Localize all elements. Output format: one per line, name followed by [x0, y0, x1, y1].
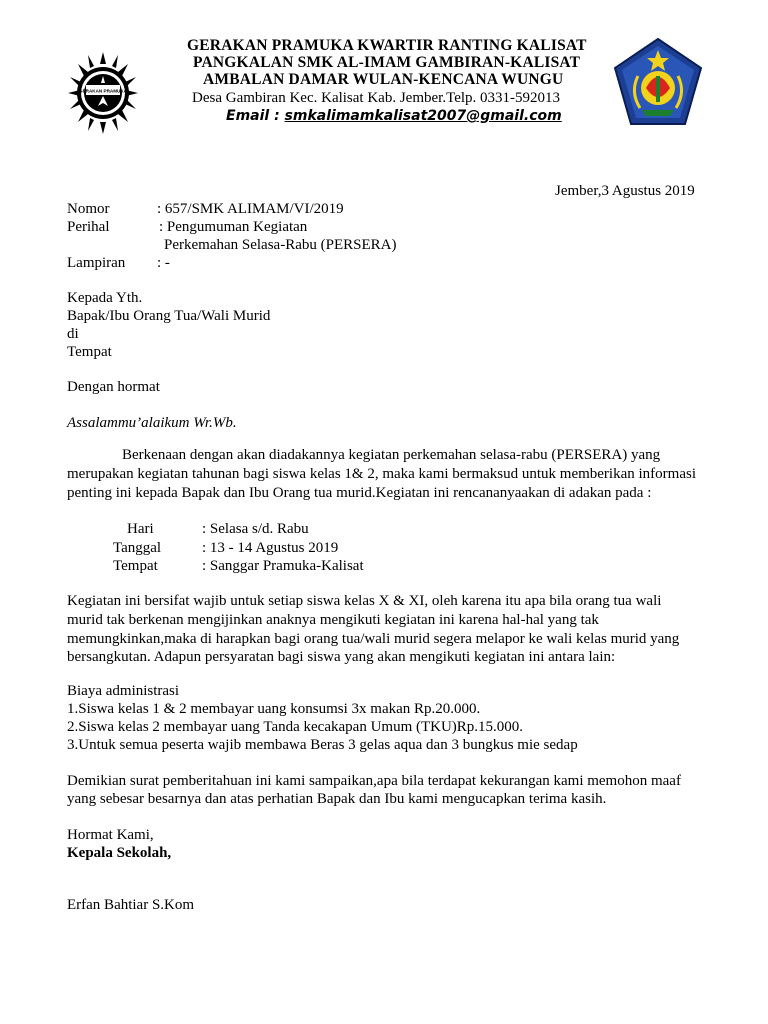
schedule-value: : Sanggar Pramuka-Kalisat	[202, 558, 364, 574]
lampiran-label: Lampiran	[67, 255, 126, 271]
paragraph-2-line-2: murid tak berkenan mengijinkan anaknya mengikuti kegiatan ini karena hal-hal yang tak	[67, 612, 599, 628]
greeting: Dengan hormat	[67, 379, 160, 395]
salam: Assalammu’alaikum Wr.Wb.	[67, 415, 237, 431]
requirements-title: Biaya administrasi	[67, 683, 180, 699]
requirement-item-3: 3.Untuk semua peserta wajib membawa Beras 3 gelas aqua dan 3 bungkus mie sedap	[67, 737, 578, 753]
closing-line-1: Demikian surat pemberitahuan ini kami sampaikan,apa bila terdapat kekurangan kami memohon maaf	[67, 773, 681, 789]
left-logo-text: GERAKAN PRAMUKA	[79, 88, 127, 94]
requirement-item-2: 2.Siswa kelas 2 membayar uang Tanda kecakapan Umum (TKU)Rp.15.000.	[67, 719, 524, 735]
paragraph-2-line-4: bersangkutan. Adapun persyaratan bagi siswa yang akan mengikuti kegiatan ini antara lain:	[67, 649, 616, 665]
paragraph-2-line-3: memungkinkan,maka di harapkan bagi orang tua/wali murid segera melapor ke wali kelas murid yang	[67, 631, 680, 647]
perihal-value-2: Perkemahan Selasa-Rabu (PERSERA)	[164, 237, 397, 253]
email-label: Email :	[226, 108, 285, 124]
paragraph-1-line-2: merupakan kegiatan tahunan bagi siswa kelas 1& 2, maka kami bermaksud untuk memberikan informasi	[67, 466, 696, 482]
paragraph-1-line-1: Berkenaan dengan akan diadakannya kegiatan perkemahan selasa-rabu (PERSERA) yang	[122, 447, 661, 463]
signature-position: Kepala Sekolah,	[67, 845, 172, 861]
email-address-link[interactable]: smkalimamkalisat2007@gmail.com	[284, 108, 562, 124]
schedule-label: Tempat	[113, 558, 158, 574]
header-line-1: GERAKAN PRAMUKA KWARTIR RANTING KALISAT	[187, 37, 587, 54]
schedule-label: Hari	[127, 521, 154, 537]
paragraph-2-line-1: Kegiatan ini bersifat wajib untuk setiap siswa kelas X & XI, oleh karena itu apa bila orang tua wali	[67, 593, 662, 609]
header-address: Desa Gambiran Kec. Kalisat Kab. Jember.Telp. 0331-592013	[192, 90, 561, 106]
schedule-value: : Selasa s/d. Rabu	[202, 521, 309, 537]
header-line-2: PANGKALAN SMK AL-IMAM GAMBIRAN-KALISAT	[193, 54, 581, 71]
schedule-value: : 13 - 14 Agustus 2019	[202, 540, 339, 556]
signature-regards: Hormat Kami,	[67, 827, 154, 843]
schedule-label: Tanggal	[113, 540, 162, 556]
recipient-line-2: Bapak/Ibu Orang Tua/Wali Murid	[67, 308, 271, 324]
recipient-line-3: di	[67, 326, 79, 342]
paragraph-1-line-3: penting ini kepada Bapak dan Ibu Orang tua murid.Kegiatan ini rencananyaakan di adakan pada :	[67, 485, 652, 501]
recipient-line-1: Kepada Yth.	[67, 290, 143, 306]
nomor-label: Nomor	[67, 201, 110, 217]
header-line-3: AMBALAN DAMAR WULAN-KENCANA WUNGU	[203, 71, 564, 88]
lampiran-value: : -	[157, 255, 170, 271]
nomor-value: : 657/SMK ALIMAM/VI/2019	[157, 201, 344, 217]
signature-name: Erfan Bahtiar S.Kom	[67, 897, 195, 913]
letter-date: Jember,3 Agustus 2019	[555, 183, 695, 199]
perihal-label: Perihal	[67, 219, 110, 235]
perihal-value-1: : Pengumuman Kegiatan	[159, 219, 308, 235]
requirement-item-1: 1.Siswa kelas 1 & 2 membayar uang konsumsi 3x makan Rp.20.000.	[67, 701, 481, 717]
header-email	[226, 108, 562, 124]
closing-line-2: yang sebesar besarnya dan atas perhatian Bapak dan Ibu kami mengucapkan terima kasih.	[67, 791, 607, 807]
recipient-line-4: Tempat	[67, 344, 112, 360]
gerakan-pramuka-emblem-icon	[66, 50, 140, 136]
jember-regency-crest-icon	[612, 36, 704, 128]
